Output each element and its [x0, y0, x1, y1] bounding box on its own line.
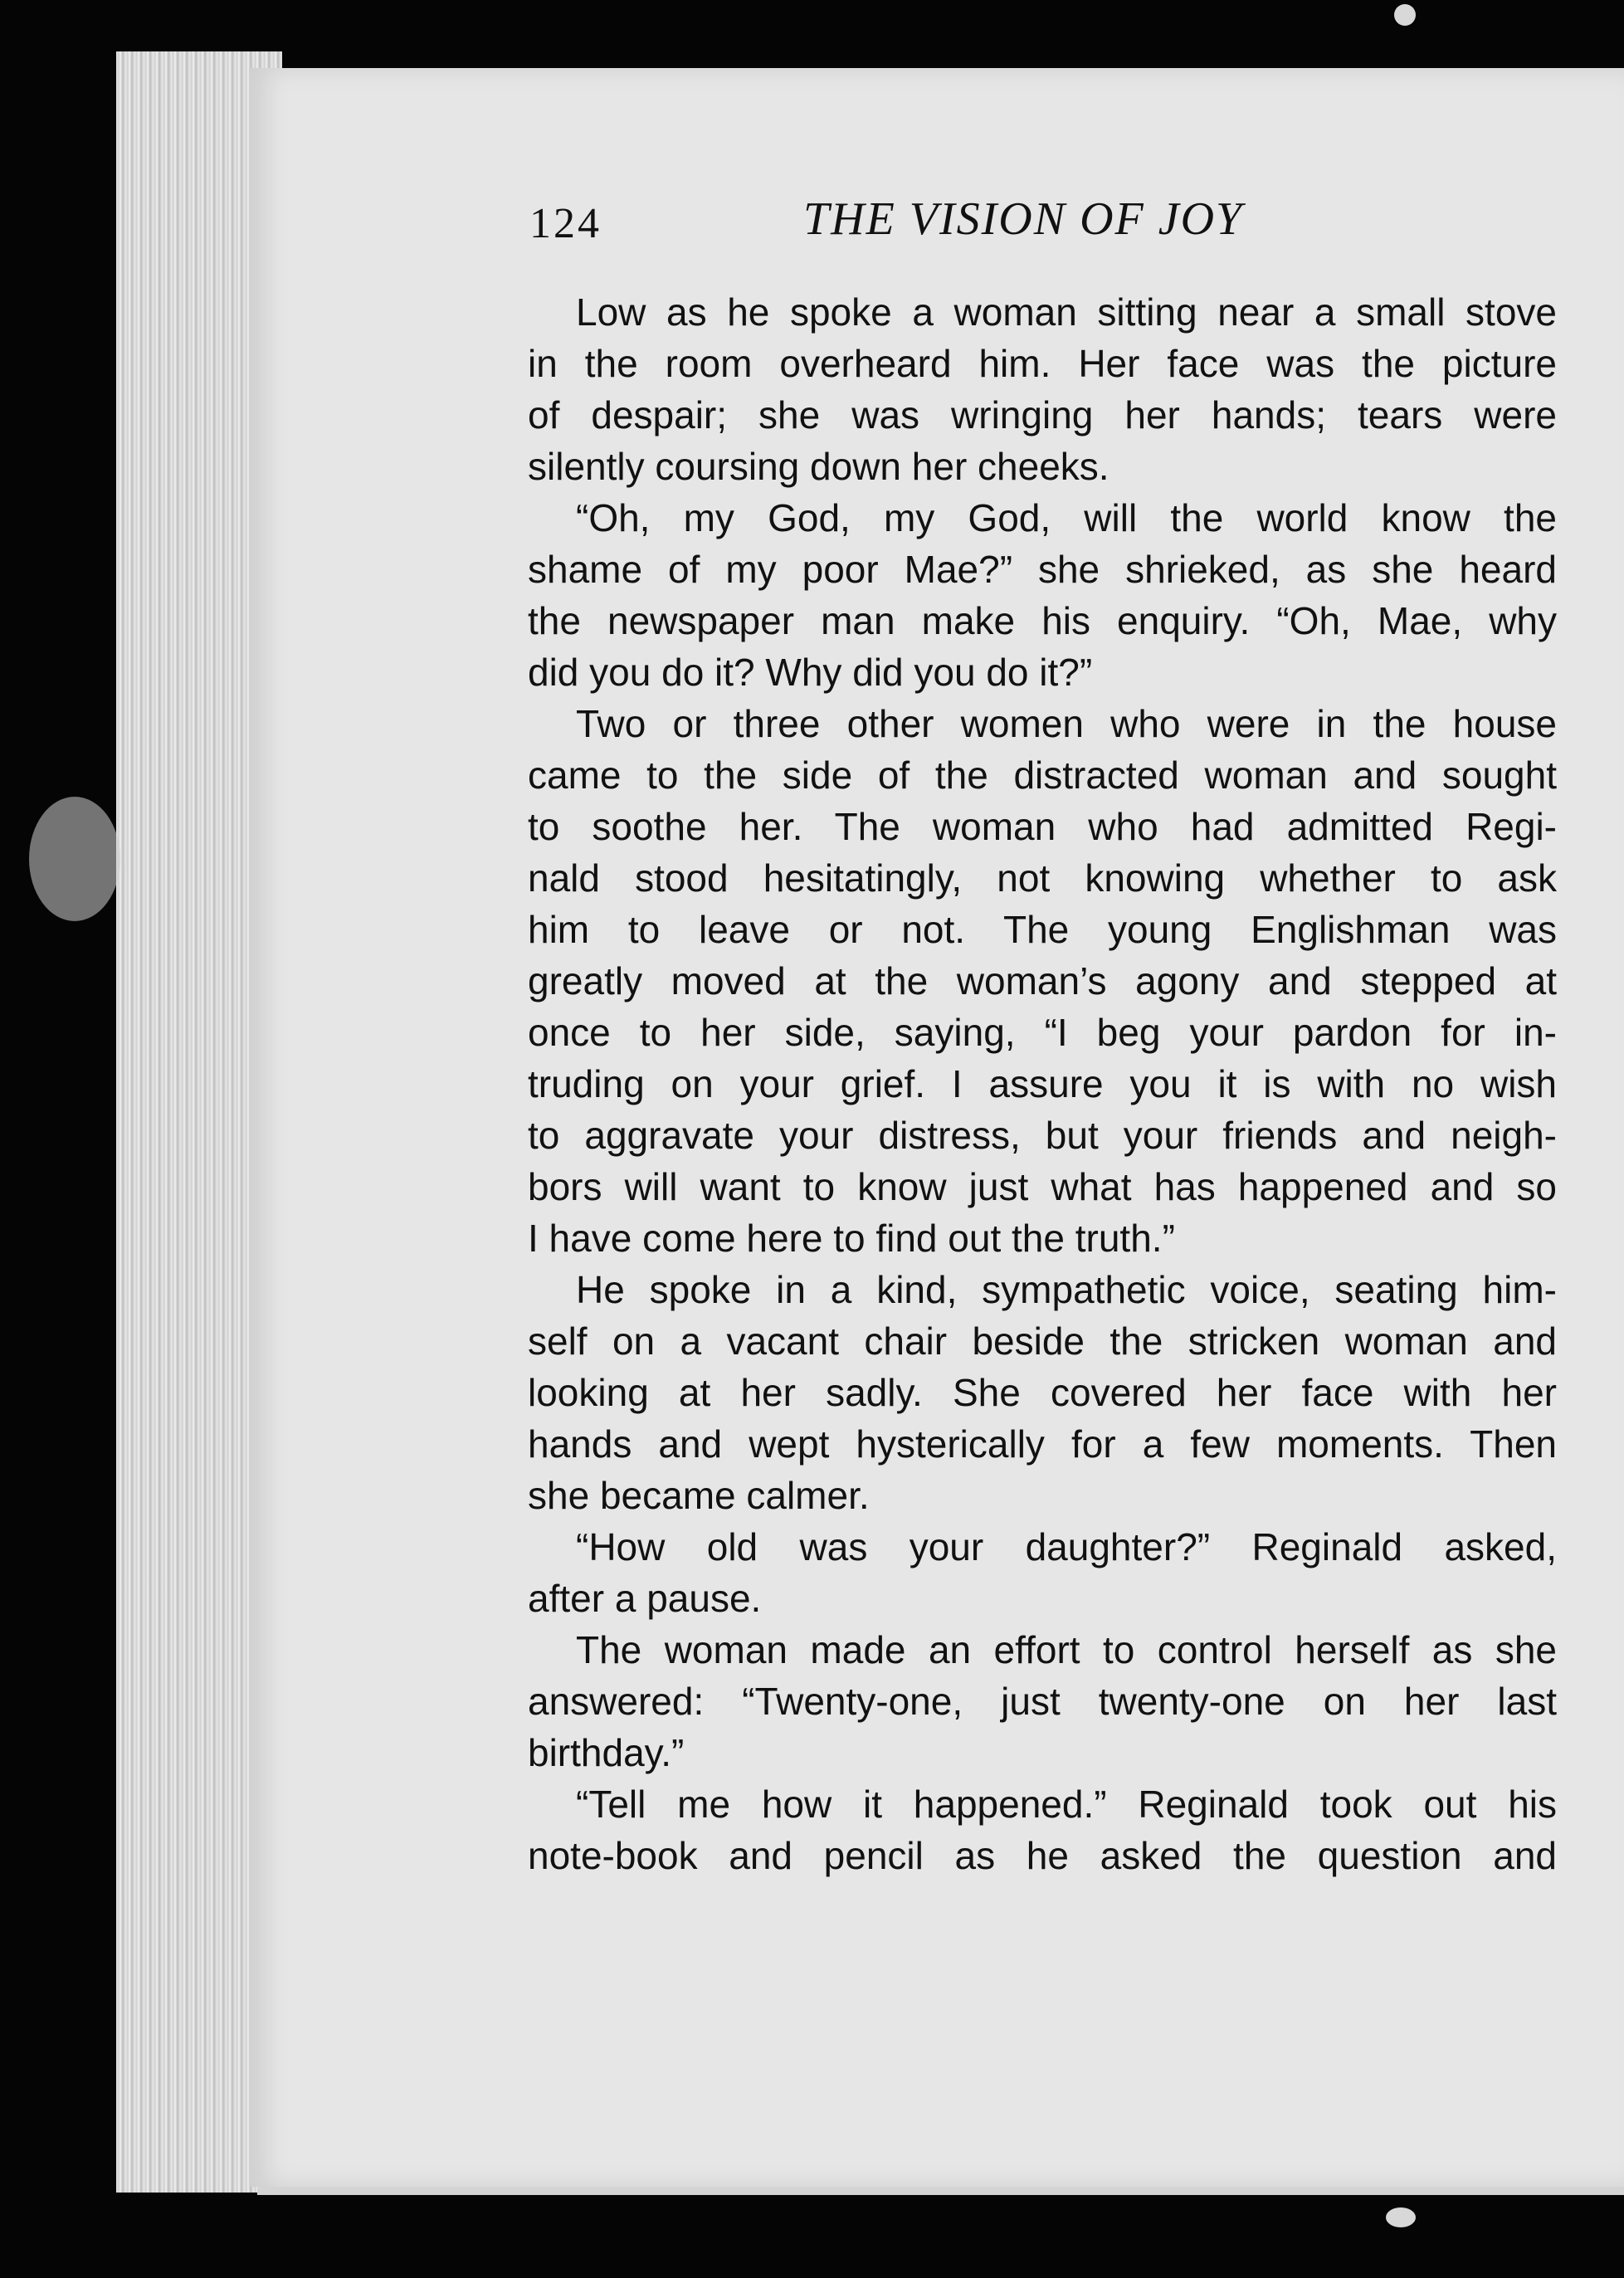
- text-line: note-book and pencil as he asked the question and: [528, 1834, 1557, 1877]
- text-line: to aggravate your distress, but your friends and neigh-: [528, 1114, 1557, 1157]
- scan-speck: [1394, 4, 1416, 26]
- scan-speck: [1386, 2207, 1416, 2227]
- text-line: Two or three other women who were in the house: [576, 702, 1557, 745]
- page-header: [529, 193, 1552, 251]
- text-line: answered: “Twenty-one, just twenty-one on her last: [528, 1680, 1557, 1723]
- text-line: came to the side of the distracted woman and sought: [528, 754, 1557, 797]
- text-line: “Oh, my God, my God, will the world know the: [576, 496, 1557, 539]
- text-line: He spoke in a kind, sympathetic voice, seating him-: [576, 1268, 1557, 1311]
- text-line: “How old was your daughter?” Reginald asked,: [576, 1525, 1557, 1568]
- text-line: in the room overheard him. Her face was the picture: [528, 342, 1557, 385]
- text-line: to soothe her. The woman who had admitted Regi-: [528, 805, 1557, 848]
- text-line: of despair; she was wringing her hands; tears were: [528, 393, 1557, 437]
- text-line: did you do it? Why did you do it?”: [528, 651, 1093, 694]
- text-line: she became calmer.: [528, 1474, 870, 1517]
- text-line: The woman made an effort to control herself as she: [576, 1628, 1557, 1671]
- text-line: bors will want to know just what has happened and so: [528, 1165, 1557, 1208]
- page-number: 124: [529, 200, 602, 247]
- text-line: birthday.”: [528, 1731, 685, 1774]
- text-line: Low as he spoke a woman sitting near a small stove: [576, 290, 1557, 334]
- text-line: “Tell me how it happened.” Reginald took out his: [576, 1783, 1557, 1826]
- text-line: truding on your grief. I assure you it is with no wish: [528, 1062, 1557, 1105]
- text-line: shame of my poor Mae?” she shrieked, as she heard: [528, 548, 1557, 591]
- text-line: the newspaper man make his enquiry. “Oh, Mae, why: [528, 599, 1557, 642]
- page-bottom-edge: [257, 2187, 1624, 2195]
- text-line: nald stood hesitatingly, not knowing whether to ask: [528, 856, 1557, 900]
- text-line: him to leave or not. The young Englishman was: [528, 908, 1557, 951]
- body-text: [528, 286, 1557, 1881]
- text-line: once to her side, saying, “I beg your pardon for in-: [528, 1011, 1557, 1054]
- text-line: silently coursing down her cheeks.: [528, 445, 1109, 488]
- text-line: I have come here to find out the truth.”: [528, 1217, 1175, 1260]
- text-line: greatly moved at the woman’s agony and stepped at: [528, 959, 1557, 1002]
- text-line: after a pause.: [528, 1577, 762, 1620]
- scan-speck: [29, 797, 120, 921]
- text-line: hands and wept hysterically for a few moments. Then: [528, 1422, 1557, 1466]
- running-title: THE VISION OF JOY: [803, 193, 1244, 245]
- text-line: looking at her sadly. She covered her face with her: [528, 1371, 1557, 1414]
- text-line: self on a vacant chair beside the stricken woman and: [528, 1319, 1557, 1363]
